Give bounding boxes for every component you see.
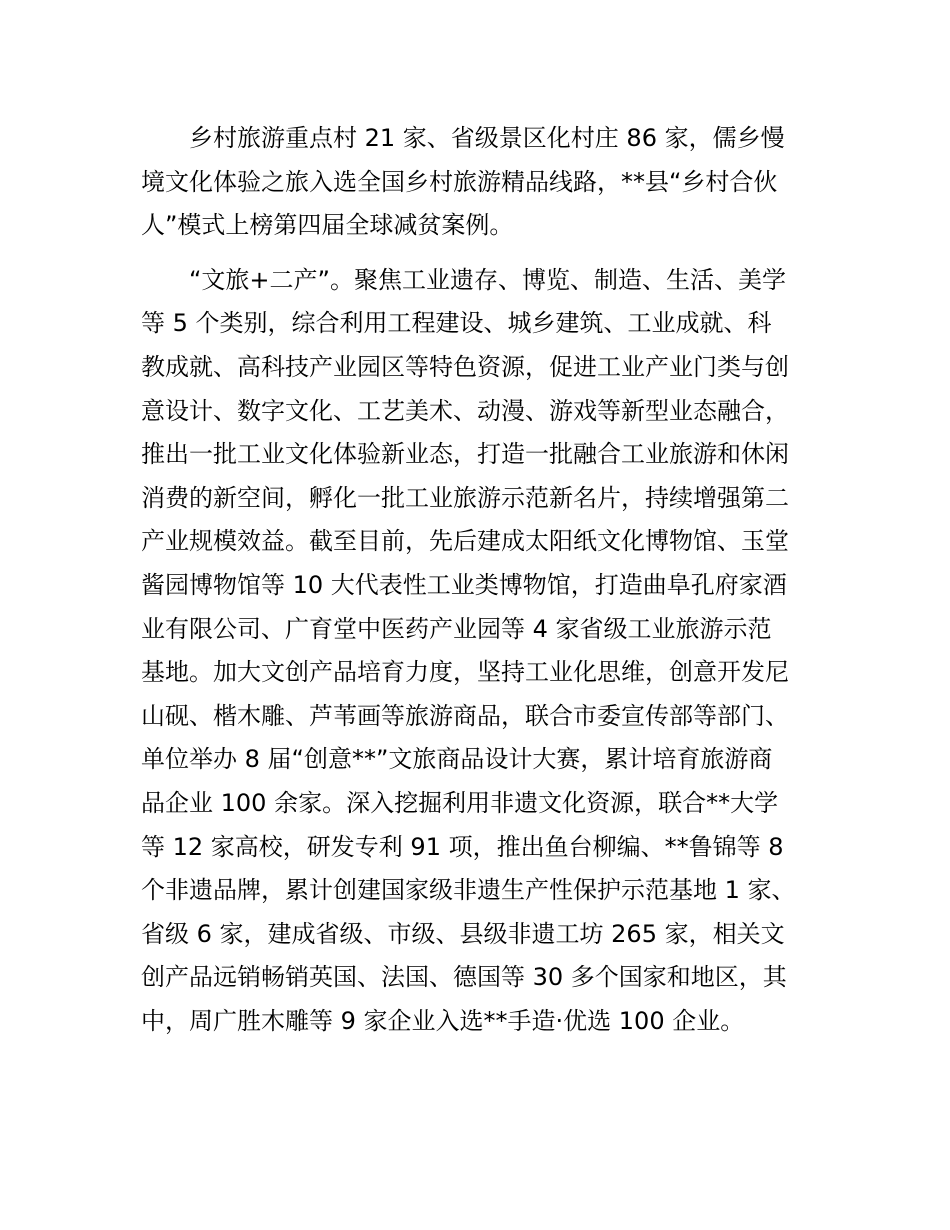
- text-line: 中，周广胜木雕等 9 家企业入选**手造·优选 100 企业。: [141, 1006, 745, 1035]
- text-line: 人”模式上榜第四届全球减贫案例。: [141, 211, 514, 240]
- text-line: 酱园博物馆等 10 大代表性工业类博物馆，打造曲阜孔府家酒: [141, 570, 787, 599]
- text-line: 品企业 100 余家。深入挖掘利用非遗文化资源，联合**大学: [141, 788, 779, 817]
- text-line: 山砚、楷木雕、芦苇画等旅游商品，联合市委宣传部等部门、: [141, 701, 789, 730]
- text-line: “文旅+二产”。聚焦工业遗存、博览、制造、生活、美学: [189, 265, 786, 294]
- text-line: 省级 6 家，建成省级、市级、县级非遗工坊 265 家，相关文: [141, 919, 785, 948]
- text-line: 业有限公司、广育堂中医药产业园等 4 家省级工业旅游示范: [141, 614, 772, 643]
- text-line: 产业规模效益。截至目前，先后建成太阳纸文化博物馆、玉堂: [141, 527, 789, 556]
- text-line: 推出一批工业文化体验新业态，打造一批融合工业旅游和休闲: [141, 440, 789, 469]
- paragraph-culture-tourism-industry: [141, 259, 821, 1044]
- text-line: 意设计、数字文化、工艺美术、动漫、游戏等新型业态融合，: [141, 396, 789, 425]
- text-line: 等 12 家高校，研发专利 91 项，推出鱼台柳编、**鲁锦等 8: [141, 832, 784, 861]
- text-line: 单位举办 8 届“创意**”文旅商品设计大赛，累计培育旅游商: [141, 745, 773, 774]
- text-line: 个非遗品牌，累计创建国家级非遗生产性保护示范基地 1 家、: [141, 876, 796, 905]
- paragraph-rural-tourism: [141, 117, 821, 248]
- paragraph-spacer: [141, 248, 821, 259]
- text-line: 教成就、高科技产业园区等特色资源，促进工业产业门类与创: [141, 352, 789, 381]
- text-line: 创产品远销畅销英国、法国、德国等 30 多个国家和地区，其: [141, 963, 787, 992]
- document-body: [141, 117, 821, 1043]
- text-line: 消费的新空间，孵化一批工业旅游示范新名片，持续增强第二: [141, 483, 789, 512]
- text-line: 乡村旅游重点村 21 家、省级景区化村庄 86 家，儒乡慢: [189, 124, 785, 152]
- text-line: 等 5 个类别，综合利用工程建设、城乡建筑、工业成就、科: [141, 309, 772, 338]
- text-line: 境文化体验之旅入选全国乡村旅游精品线路，**县“乡村合伙: [141, 167, 778, 196]
- text-line: 基地。加大文创产品培育力度，坚持工业化思维，创意开发尼: [141, 658, 789, 687]
